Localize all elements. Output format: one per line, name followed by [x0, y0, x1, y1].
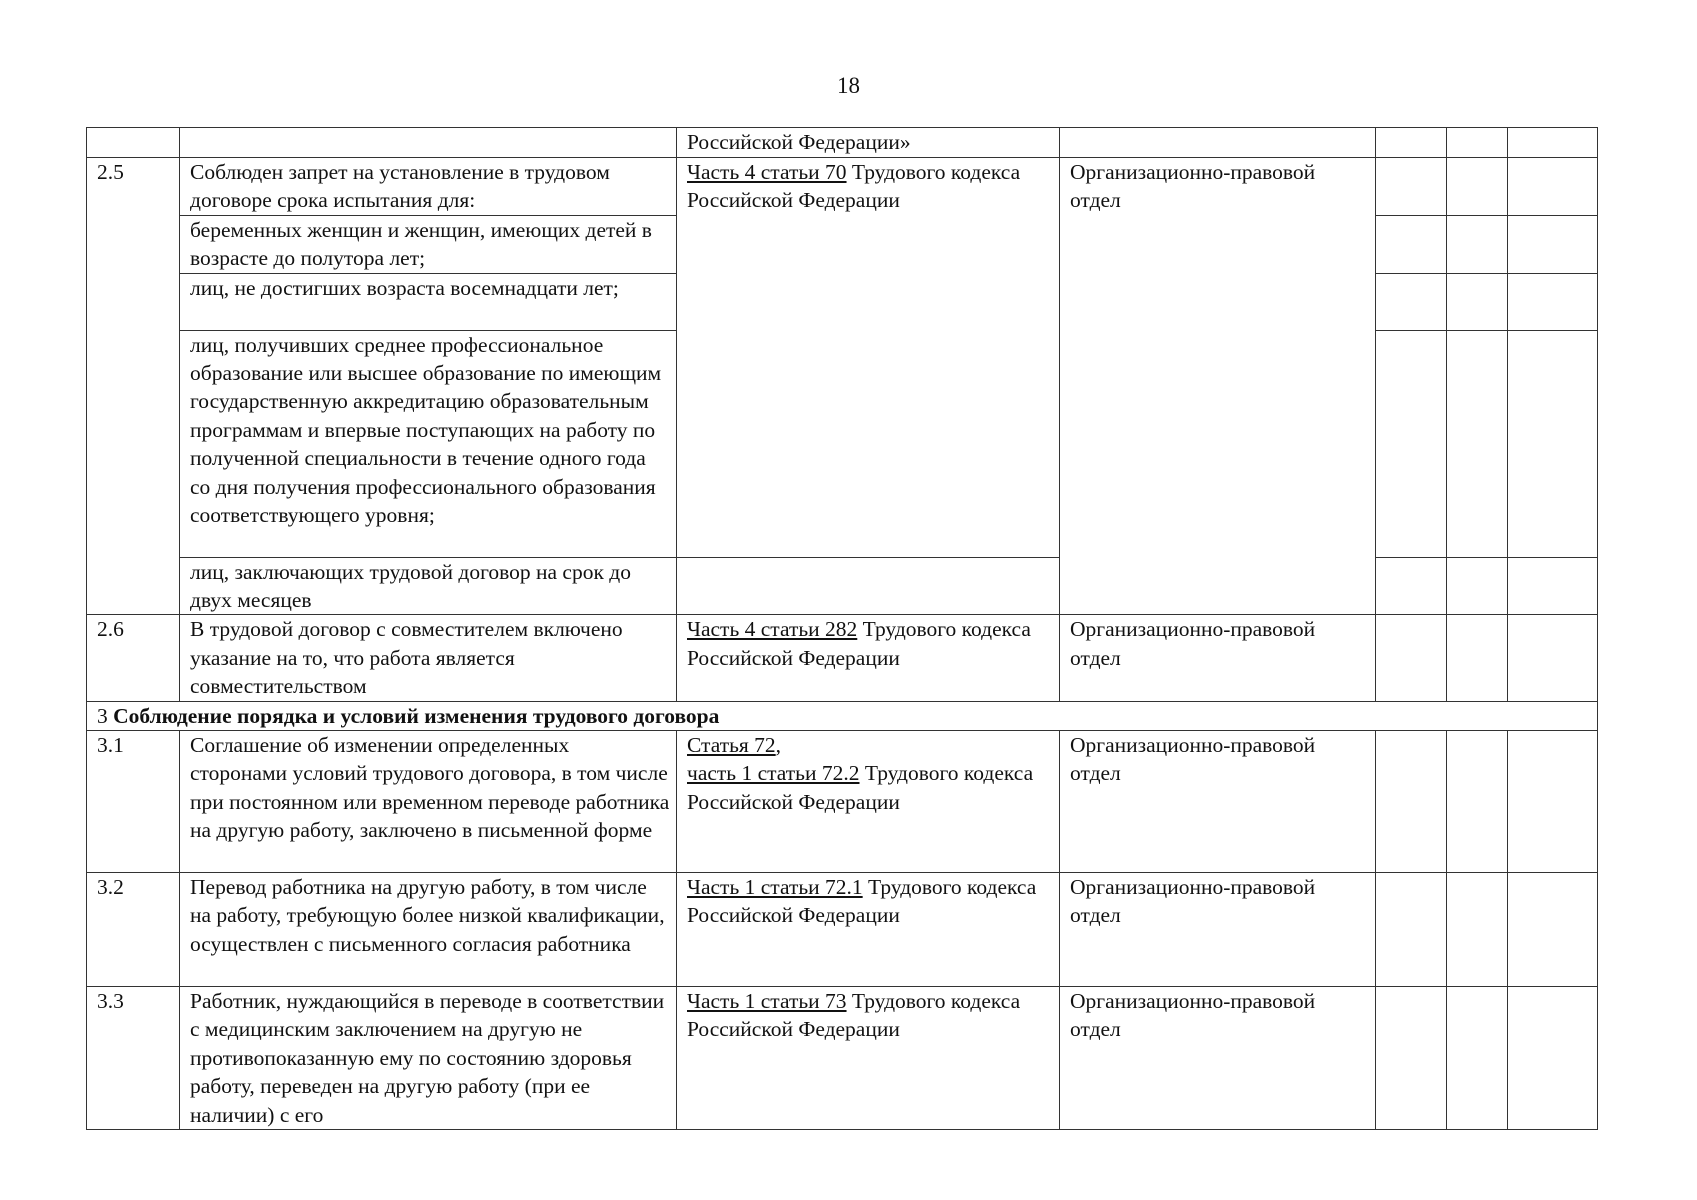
responsible-cell: Организационно-правовой отдел — [1060, 873, 1376, 987]
answer-na-cell — [1508, 128, 1598, 158]
answer-no-cell — [1447, 615, 1508, 701]
table-row — [87, 873, 1598, 987]
answer-no-cell — [1447, 987, 1508, 1130]
item-number: 3.1 — [87, 731, 180, 873]
answer-no-cell — [1447, 873, 1508, 987]
responsible-cell: Организационно-правовой отдел — [1060, 731, 1376, 873]
responsible-cell — [1060, 128, 1376, 158]
basis-cell — [677, 615, 1060, 701]
responsible-cell: Организационно-правовой отдел — [1060, 987, 1376, 1130]
answer-yes-cell — [1376, 615, 1447, 701]
basis-cell — [677, 557, 1060, 615]
requirement-text: лиц, получивших среднее профессиональное образование или высшее образование по имеющим государственную аккредитацию образовательным программам и впервые поступающих на работу по полученной специальности в течение одного года со дня получения профессионального образования соответствующего уровня; — [180, 330, 677, 557]
answer-no-cell — [1447, 557, 1508, 615]
answer-na-cell — [1508, 557, 1598, 615]
table-row — [87, 615, 1598, 701]
responsible-cell: Организационно-правовой отдел — [1060, 615, 1376, 701]
requirement-text: Соглашение об изменении определенных сторонами условий трудового договора, в том числе при постоянном или временном переводе работника на другую работу, заключено в письменной форме — [180, 731, 677, 873]
section-number: 3 — [97, 703, 114, 728]
basis-text: Трудового кодекса Российской Федерации — [687, 617, 1031, 670]
requirement-text: Соблюден запрет на установление в трудовом договоре срока испытания для: — [180, 158, 677, 216]
answer-na-cell — [1508, 731, 1598, 873]
item-number: 2.6 — [87, 615, 180, 701]
answer-no-cell — [1447, 215, 1508, 273]
answer-no-cell — [1447, 731, 1508, 873]
basis-cell — [677, 987, 1060, 1130]
basis-text: Трудового кодекса Российской Федерации — [687, 160, 1021, 213]
requirement-text: лиц, заключающих трудовой договор на срок до двух месяцев — [180, 557, 677, 615]
table-row — [87, 731, 1598, 873]
basis-text: Трудового кодекса Российской Федерации — [687, 875, 1037, 928]
responsible-cell: Организационно-правовой отдел — [1060, 158, 1376, 615]
item-number: 3.2 — [87, 873, 180, 987]
page-number: 18 — [837, 73, 860, 98]
answer-yes-cell — [1376, 273, 1447, 330]
section-header-row — [87, 701, 1598, 730]
answer-yes-cell — [1376, 987, 1447, 1130]
requirement-text: лиц, не достигших возраста восемнадцати лет; — [180, 273, 677, 330]
table-row — [87, 158, 1598, 216]
requirement-text: Работник, нуждающийся в переводе в соответствии с медицинским заключением на другую не противопоказанную ему по состоянию здоровья работу, переведен на другую работу (при ее наличии) с его — [180, 987, 677, 1130]
answer-yes-cell — [1376, 128, 1447, 158]
answer-no-cell — [1447, 128, 1508, 158]
answer-no-cell — [1447, 330, 1508, 557]
answer-yes-cell — [1376, 158, 1447, 216]
basis-cell — [677, 158, 1060, 558]
answer-na-cell — [1508, 273, 1598, 330]
basis-cell: Российской Федерации» — [677, 128, 1060, 158]
answer-no-cell — [1447, 158, 1508, 216]
law-link[interactable]: Статья 72 — [687, 733, 776, 758]
item-number: 3.3 — [87, 987, 180, 1130]
law-link[interactable]: Часть 1 статьи 73 — [687, 989, 847, 1014]
answer-na-cell — [1508, 615, 1598, 701]
answer-na-cell — [1508, 158, 1598, 216]
answer-yes-cell — [1376, 557, 1447, 615]
law-link[interactable]: Часть 1 статьи 72.1 — [687, 875, 863, 900]
basis-text: Трудового кодекса Российской Федерации — [687, 989, 1021, 1042]
item-number: 2.5 — [87, 158, 180, 615]
requirement-cell — [180, 128, 677, 158]
num-cell — [87, 128, 180, 158]
answer-na-cell — [1508, 330, 1598, 557]
answer-no-cell — [1447, 273, 1508, 330]
answer-na-cell — [1508, 987, 1598, 1130]
requirement-text: В трудовой договор с совместителем включено указание на то, что работа является совместительством — [180, 615, 677, 701]
answer-yes-cell — [1376, 731, 1447, 873]
table-row — [87, 128, 1598, 158]
answer-na-cell — [1508, 873, 1598, 987]
basis-separator: , — [775, 733, 782, 758]
law-link[interactable]: часть 1 статьи 72.2 — [687, 761, 860, 786]
table-row — [87, 987, 1598, 1130]
law-link[interactable]: Часть 4 статьи 282 — [687, 617, 858, 642]
answer-yes-cell — [1376, 215, 1447, 273]
answer-na-cell — [1508, 215, 1598, 273]
basis-text: Трудового кодекса Российской Федерации — [687, 761, 1034, 814]
section-title-text: Соблюдение порядка и условий изменения трудового договора — [113, 703, 720, 728]
basis-cell — [677, 873, 1060, 987]
requirement-text: Перевод работника на другую работу, в том числе на работу, требующую более низкой квалификации, осуществлен с письменного согласия работника — [180, 873, 677, 987]
checklist-table — [86, 127, 1598, 1130]
law-link[interactable]: Часть 4 статьи 70 — [687, 160, 847, 184]
section-title — [87, 701, 1598, 730]
answer-yes-cell — [1376, 330, 1447, 557]
requirement-text: беременных женщин и женщин, имеющих детей в возрасте до полутора лет; — [180, 215, 677, 273]
answer-yes-cell — [1376, 873, 1447, 987]
basis-cell — [677, 731, 1060, 873]
